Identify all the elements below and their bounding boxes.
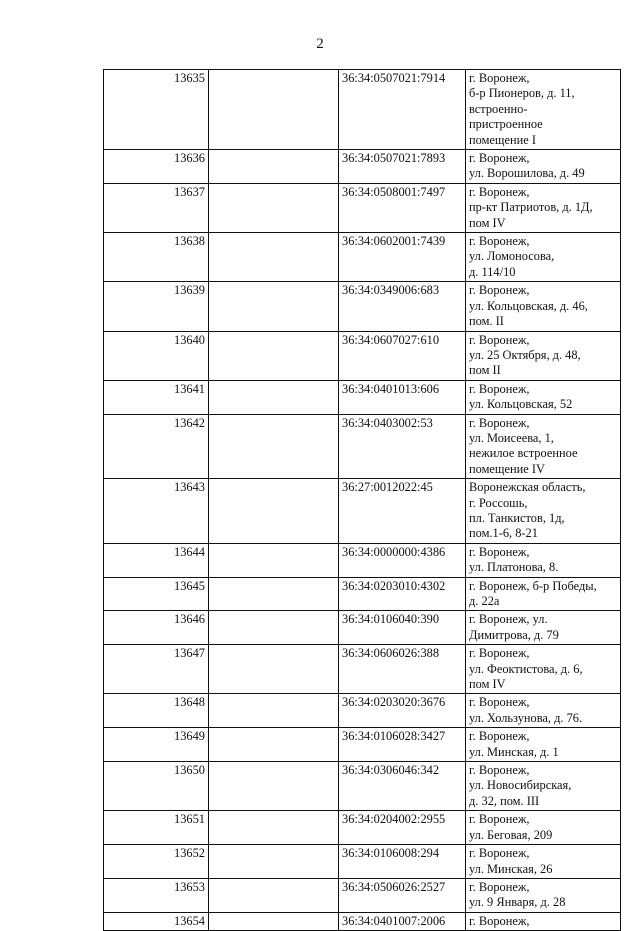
table-row [104,479,621,544]
table-row [104,645,621,694]
row-number-cell: 13647 [104,645,209,694]
registry-table [103,69,621,931]
empty-cell [209,331,339,380]
address-cell: г. Воронеж, ул. Ворошилова, д. 49 [466,150,621,184]
row-number-cell: 13654 [104,912,209,930]
table-row [104,380,621,414]
address-cell: г. Воронеж, ул. Беговая, 209 [466,811,621,845]
address-cell: г. Воронеж, ул. Кольцовская, 52 [466,380,621,414]
row-number-cell: 13644 [104,543,209,577]
cadastral-number-cell: 36:34:0401013:606 [339,380,466,414]
row-number-cell: 13649 [104,728,209,762]
address-cell: г. Воронеж, ул. Кольцовская, д. 46, пом. II [466,282,621,331]
table-row [104,414,621,479]
address-cell: Воронежская область, г. Россошь, пл. Танкистов, 1д, пом.1-6, 8-21 [466,479,621,544]
cadastral-number-cell: 36:34:0507021:7893 [339,150,466,184]
table-row [104,233,621,282]
cadastral-number-cell: 36:34:0602001:7439 [339,233,466,282]
cadastral-number-cell: 36:34:0203020:3676 [339,694,466,728]
table-row [104,282,621,331]
table-row [104,845,621,879]
address-cell: г. Воронеж, ул. Феоктистова, д. 6, пом IV [466,645,621,694]
row-number-cell: 13643 [104,479,209,544]
row-number-cell: 13639 [104,282,209,331]
empty-cell [209,728,339,762]
page-number: 2 [316,36,324,52]
cadastral-number-cell: 36:34:0507021:7914 [339,70,466,150]
row-number-cell: 13638 [104,233,209,282]
address-cell: г. Воронеж, ул. Хользунова, д. 76. [466,694,621,728]
address-cell: г. Воронеж, пр-кт Патриотов, д. 1Д, пом IV [466,183,621,232]
table-row [104,811,621,845]
cadastral-number-cell: 36:34:0204002:2955 [339,811,466,845]
table-row [104,183,621,232]
cadastral-number-cell: 36:34:0106008:294 [339,845,466,879]
table-row [104,577,621,611]
table-row [104,762,621,811]
empty-cell [209,479,339,544]
table-row [104,70,621,150]
row-number-cell: 13636 [104,150,209,184]
address-cell: г. Воронеж, [466,912,621,930]
address-cell: г. Воронеж, ул. Минская, 26 [466,845,621,879]
row-number-cell: 13635 [104,70,209,150]
row-number-cell: 13645 [104,577,209,611]
row-number-cell: 13646 [104,611,209,645]
cadastral-number-cell: 36:34:0506026:2527 [339,878,466,912]
address-cell: г. Воронеж, ул. Моисеева, 1, нежилое встроенное помещение IV [466,414,621,479]
address-cell: г. Воронеж, б-р Победы, д. 22а [466,577,621,611]
empty-cell [209,233,339,282]
empty-cell [209,150,339,184]
empty-cell [209,762,339,811]
table-row [104,694,621,728]
cadastral-number-cell: 36:34:0106028:3427 [339,728,466,762]
cadastral-number-cell: 36:34:0508001:7497 [339,183,466,232]
cadastral-number-cell: 36:34:0403002:53 [339,414,466,479]
cadastral-number-cell: 36:34:0349006:683 [339,282,466,331]
table-row [104,150,621,184]
cadastral-number-cell: 36:34:0606026:388 [339,645,466,694]
row-number-cell: 13651 [104,811,209,845]
cadastral-number-cell: 36:34:0000000:4386 [339,543,466,577]
empty-cell [209,878,339,912]
empty-cell [209,645,339,694]
address-cell: г. Воронеж, ул. 9 Января, д. 28 [466,878,621,912]
address-cell: г. Воронеж, ул. Новосибирская, д. 32, пом. III [466,762,621,811]
address-cell: г. Воронеж, ул. 25 Октября, д. 48, пом II [466,331,621,380]
table-row [104,543,621,577]
empty-cell [209,414,339,479]
empty-cell [209,70,339,150]
empty-cell [209,543,339,577]
empty-cell [209,282,339,331]
row-number-cell: 13653 [104,878,209,912]
cadastral-number-cell: 36:34:0106040:390 [339,611,466,645]
empty-cell [209,811,339,845]
empty-cell [209,380,339,414]
row-number-cell: 13648 [104,694,209,728]
table-row [104,331,621,380]
empty-cell [209,912,339,930]
empty-cell [209,577,339,611]
row-number-cell: 13650 [104,762,209,811]
table-row [104,912,621,930]
cadastral-number-cell: 36:34:0607027:610 [339,331,466,380]
row-number-cell: 13641 [104,380,209,414]
address-cell: г. Воронеж, ул. Платонова, 8. [466,543,621,577]
address-cell: г. Воронеж, ул. Димитрова, д. 79 [466,611,621,645]
row-number-cell: 13652 [104,845,209,879]
empty-cell [209,694,339,728]
empty-cell [209,611,339,645]
cadastral-number-cell: 36:34:0203010:4302 [339,577,466,611]
address-cell: г. Воронеж, ул. Минская, д. 1 [466,728,621,762]
table-row [104,878,621,912]
empty-cell [209,845,339,879]
empty-cell [209,183,339,232]
row-number-cell: 13642 [104,414,209,479]
cadastral-number-cell: 36:27:0012022:45 [339,479,466,544]
registry-table-body [104,70,621,931]
cadastral-number-cell: 36:34:0306046:342 [339,762,466,811]
address-cell: г. Воронеж, ул. Ломоносова, д. 114/10 [466,233,621,282]
cadastral-number-cell: 36:34:0401007:2006 [339,912,466,930]
table-row [104,728,621,762]
address-cell: г. Воронеж, б-р Пионеров, д. 11, встроенно- пристроенное помещение I [466,70,621,150]
table-row [104,611,621,645]
row-number-cell: 13640 [104,331,209,380]
row-number-cell: 13637 [104,183,209,232]
